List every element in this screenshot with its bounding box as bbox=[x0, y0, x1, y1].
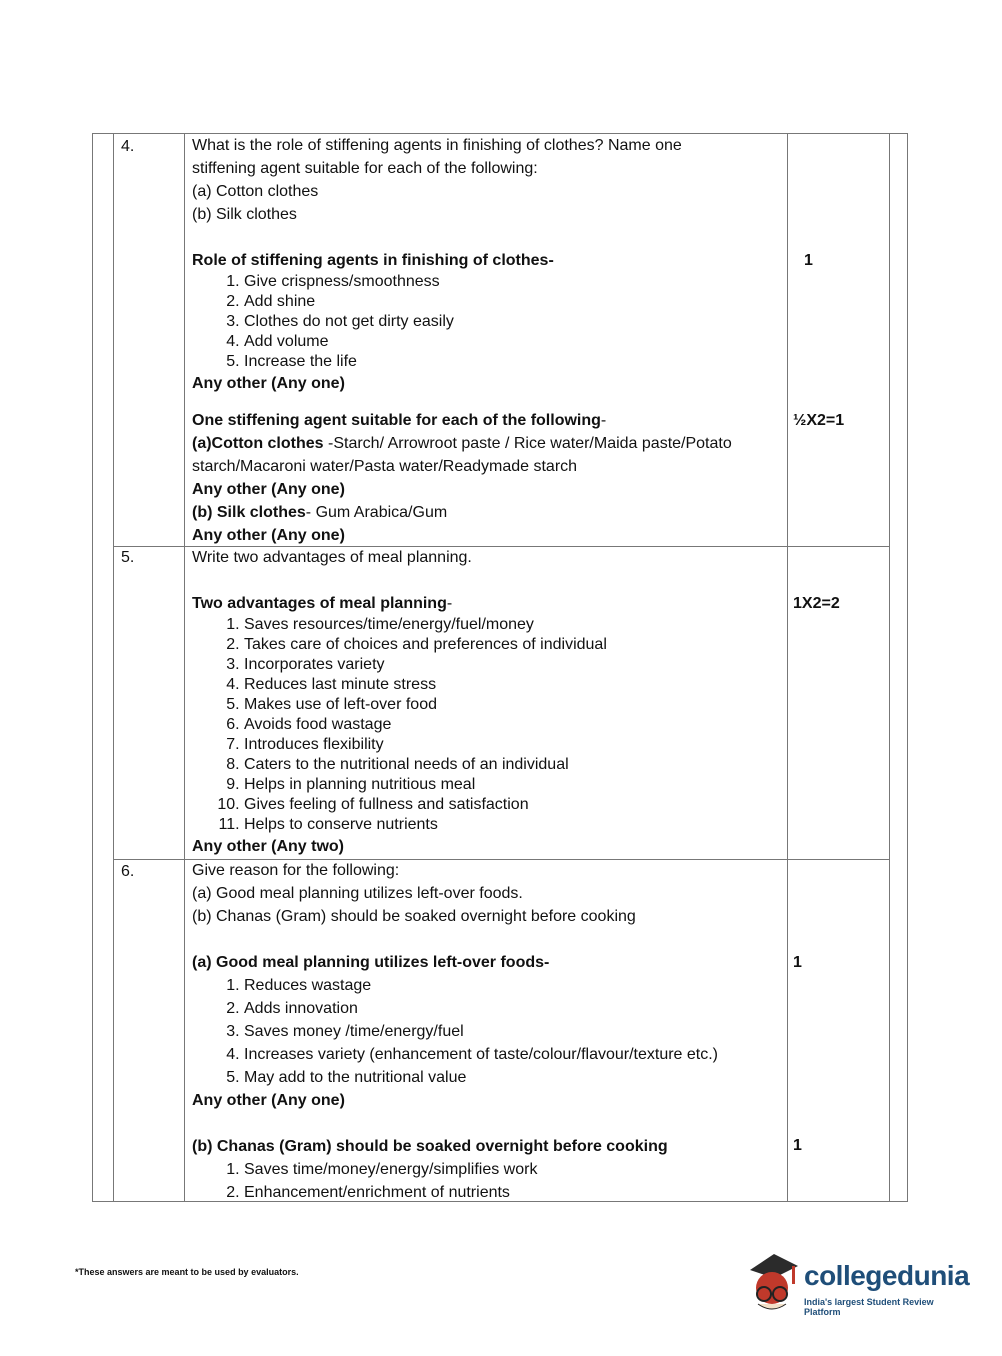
collegedunia-logo bbox=[742, 1248, 972, 1316]
table-divider bbox=[787, 134, 788, 1201]
answer-list bbox=[192, 272, 782, 372]
answer-list bbox=[192, 1158, 782, 1204]
question-text: Give reason for the following: bbox=[192, 862, 400, 879]
mascot-icon bbox=[742, 1248, 802, 1316]
list-item: 5. Makes use of left-over food bbox=[244, 695, 782, 715]
answer-heading: (a) Good meal planning utilizes left-over foods- bbox=[192, 954, 550, 971]
list-item: 2. Adds innovation bbox=[244, 997, 782, 1020]
marks: 1X2=2 bbox=[793, 595, 840, 612]
answer-text: (b) Silk clothes- Gum Arabica/Gum bbox=[192, 504, 448, 521]
list-item: 11. Helps to conserve nutrients bbox=[244, 815, 782, 835]
list-item: 2. Enhancement/enrichment of nutrients bbox=[244, 1181, 782, 1204]
list-item: 3. Incorporates variety bbox=[244, 655, 782, 675]
answer-heading: One stiffening agent suitable for each of the following- bbox=[192, 412, 607, 429]
answer-list bbox=[192, 974, 782, 1089]
question-5-cell bbox=[192, 546, 782, 858]
list-item: 3. Saves money /time/energy/fuel bbox=[244, 1020, 782, 1043]
marks: 1 bbox=[793, 954, 802, 971]
question-text: stiffening agent suitable for each of the following: bbox=[192, 160, 538, 177]
question-number: 4. bbox=[121, 138, 135, 155]
any-other-note: Any other (Any one) bbox=[192, 481, 345, 498]
list-item: 1. Give crispness/smoothness bbox=[244, 272, 782, 292]
any-other-note: Any other (Any two) bbox=[192, 838, 344, 855]
list-item: 8. Caters to the nutritional needs of an individual bbox=[244, 755, 782, 775]
list-item: 10. Gives feeling of fullness and satisfaction bbox=[244, 795, 782, 815]
answer-heading: Two advantages of meal planning- bbox=[192, 595, 453, 612]
table-divider bbox=[113, 134, 114, 1201]
list-item: 2. Add shine bbox=[244, 292, 782, 312]
question-6-cell bbox=[192, 859, 782, 1204]
question-text: (a) Cotton clothes bbox=[192, 183, 319, 200]
table-divider bbox=[889, 134, 890, 1201]
list-item: 4. Reduces last minute stress bbox=[244, 675, 782, 695]
list-item: 1. Reduces wastage bbox=[244, 974, 782, 997]
question-4-cell bbox=[192, 134, 782, 547]
question-text: What is the role of stiffening agents in finishing of clothes? Name one bbox=[192, 137, 682, 154]
marks: ½X2=1 bbox=[793, 412, 845, 429]
answer-heading: Role of stiffening agents in finishing of clothes- bbox=[192, 252, 554, 269]
answer-heading: (b) Chanas (Gram) should be soaked overnight before cooking bbox=[192, 1138, 668, 1155]
any-other-note: Any other (Any one) bbox=[192, 375, 345, 392]
question-text: Write two advantages of meal planning. bbox=[192, 549, 472, 566]
marks: 1 bbox=[804, 252, 813, 269]
list-item: 5. Increase the life bbox=[244, 352, 782, 372]
marks: 1 bbox=[793, 1137, 802, 1154]
list-item: 3. Clothes do not get dirty easily bbox=[244, 312, 782, 332]
list-item: 9. Helps in planning nutritious meal bbox=[244, 775, 782, 795]
list-item: 6. Avoids food wastage bbox=[244, 715, 782, 735]
logo-name: collegedunia bbox=[804, 1260, 970, 1291]
answer-table bbox=[92, 133, 908, 1202]
answer-list bbox=[192, 615, 782, 835]
question-number: 5. bbox=[121, 549, 135, 566]
answer-text: (a)Cotton clothes -Starch/ Arrowroot paste / Rice water/Maida paste/Potato starch/Macaroni water/Pasta water/Readymade starch bbox=[192, 435, 732, 475]
list-item: 1. Saves time/money/energy/simplifies work bbox=[244, 1158, 782, 1181]
logo-tagline: India's largest Student Review Platform bbox=[804, 1297, 934, 1317]
list-item: 4. Add volume bbox=[244, 332, 782, 352]
list-item: 5. May add to the nutritional value bbox=[244, 1066, 782, 1089]
question-number: 6. bbox=[121, 863, 135, 880]
any-other-note: Any other (Any one) bbox=[192, 1092, 345, 1109]
footer-note: *These answers are meant to be used by evaluators. bbox=[75, 1267, 299, 1277]
any-other-note: Any other (Any one) bbox=[192, 527, 345, 544]
list-item: 4. Increases variety (enhancement of taste/colour/flavour/texture etc.) bbox=[244, 1043, 782, 1066]
question-text: (b) Silk clothes bbox=[192, 206, 297, 223]
question-text: (a) Good meal planning utilizes left-over foods. bbox=[192, 885, 523, 902]
table-divider bbox=[184, 134, 185, 1201]
list-item: 2. Takes care of choices and preferences of individual bbox=[244, 635, 782, 655]
list-item: 1. Saves resources/time/energy/fuel/money bbox=[244, 615, 782, 635]
list-item: 7. Introduces flexibility bbox=[244, 735, 782, 755]
question-text: (b) Chanas (Gram) should be soaked overnight before cooking bbox=[192, 908, 636, 925]
